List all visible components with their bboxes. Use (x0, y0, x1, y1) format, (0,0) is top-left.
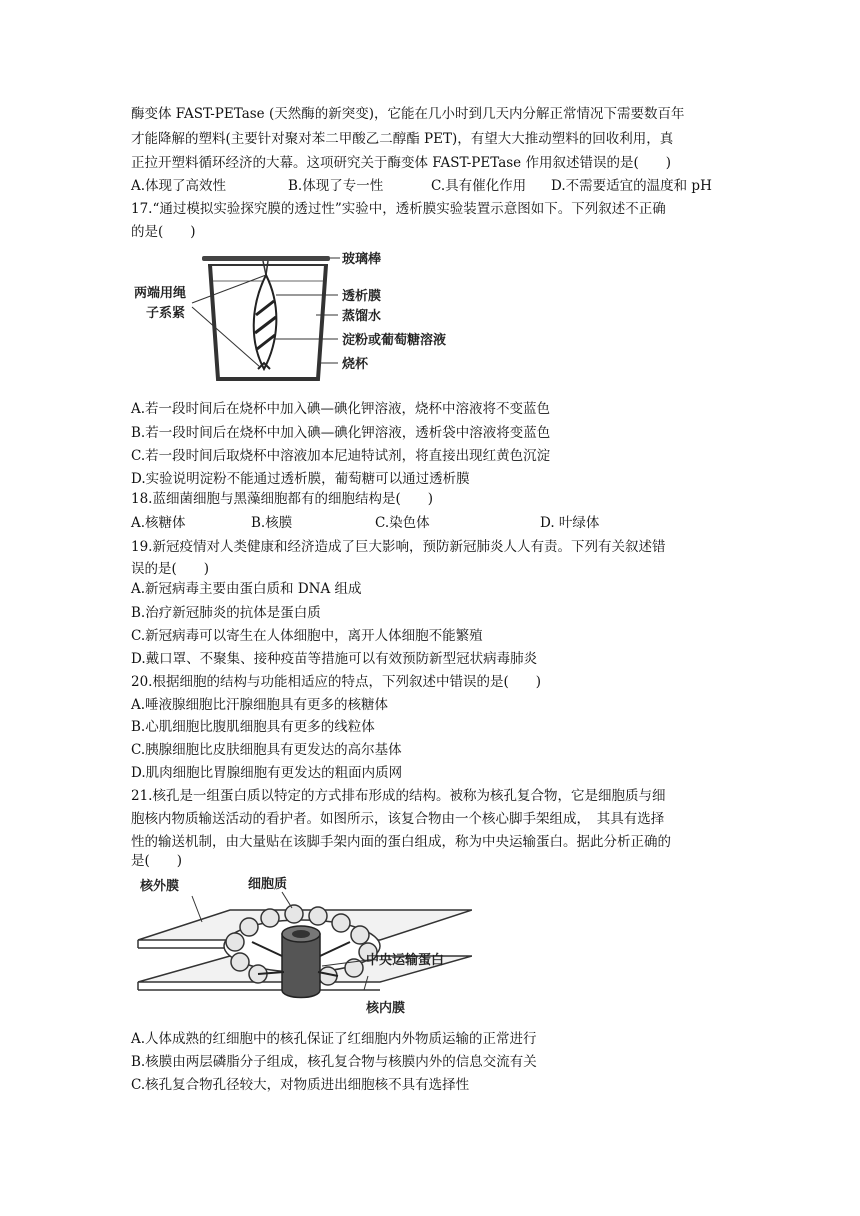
q21-stem-line-2: 胞核内物质输送活动的看护者。如图所示，该复合物由一个核心脚手架组成， 其具有选择 (131, 811, 665, 827)
q16-option-c: C.具有催化作用 (431, 178, 527, 194)
q21-option-b: B.核膜由两层磷脂分子组成，核孔复合物与核膜内外的信息交流有关 (131, 1054, 537, 1070)
q19-stem-line-2: 误的是( ) (131, 561, 210, 577)
label-beaker: 烧杯 (342, 357, 369, 372)
q17-option-d: D.实验说明淀粉不能通过透析膜，葡萄糖可以通过透析膜 (131, 471, 470, 487)
nuclear-pore-figure (132, 872, 472, 1022)
q19-option-c: C.新冠病毒可以寄生在人体细胞中，离开人体细胞不能繁殖 (131, 628, 483, 644)
q21-stem-line-3: 性的输送机制，由大量贴在该脚手架内面的蛋白组成，称为中央运输蛋白。据此分析正确的 (131, 834, 671, 850)
q18-option-b: B.核膜 (251, 515, 293, 531)
q20-option-a: A.唾液腺细胞比汗腺细胞具有更多的核糖体 (131, 697, 389, 713)
q18-option-d: D. 叶绿体 (540, 515, 600, 531)
q21-stem-line-4: 是( ) (131, 853, 183, 869)
q18-options (131, 513, 599, 533)
q19-option-d: D.戴口罩、不聚集、接种疫苗等措施可以有效预防新型冠状病毒肺炎 (131, 651, 538, 667)
q16-options (131, 176, 712, 196)
glass-rod (202, 256, 330, 261)
label-membrane: 透析膜 (342, 289, 382, 304)
q16-stem-line-2: 才能降解的塑料(主要针对聚对苯二甲酸乙二醇酯 PET)，有望大大推动塑料的回收利用，真 (131, 131, 674, 147)
label-cytoplasm: 细胞质 (248, 877, 288, 892)
label-central-protein: 中央运输蛋白 (366, 953, 445, 968)
q16-option-b: B.体现了专一性 (288, 178, 384, 194)
q20-stem: 20.根据细胞的结构与功能相适应的特点，下列叙述中错误的是( ) (131, 674, 542, 690)
q20-option-c: C.胰腺细胞比皮肤细胞具有更发达的高尔基体 (131, 742, 402, 758)
q17-option-a: A.若一段时间后在烧杯中加入碘—碘化钾溶液，烧杯中溶液将不变蓝色 (131, 401, 551, 417)
central-transport-protein (282, 934, 320, 998)
label-glass-rod: 玻璃棒 (342, 252, 382, 267)
q17-option-b: B.若一段时间后在烧杯中加入碘—碘化钾溶液，透析袋中溶液将变蓝色 (131, 425, 551, 441)
q19-stem-line-1: 19.新冠疫情对人类健康和经济造成了巨大影响，预防新冠肺炎人人有责。下列有关叙述错 (131, 539, 666, 555)
q17-stem-line-1: 17.“通过模拟实验探究膜的透过性”实验中，透析膜实验装置示意图如下。下列叙述不正确 (131, 201, 666, 217)
label-rope-1: 两端用绳 (134, 286, 187, 301)
q18-option-c: C.染色体 (375, 515, 430, 531)
label-inner-membrane: 核内膜 (366, 1001, 406, 1016)
label-rope-2: 子系紧 (146, 306, 186, 321)
q16-stem-line-3: 正拉开塑料循环经济的大幕。这项研究关于酶变体 FAST-PETase 作用叙述错误的是( ) (131, 155, 671, 171)
q18-option-a: A.核糖体 (131, 515, 186, 531)
q16-option-a: A.体现了高效性 (131, 178, 227, 194)
dialysis-apparatus-figure (130, 245, 470, 390)
q17-stem-line-2: 的是( ) (131, 224, 196, 240)
q16-stem-line-1: 酶变体 FAST-PETase (天然酶的新突变)，它能在几小时到几天内分解正常情况下需要数百年 (131, 106, 685, 122)
q19-option-b: B.治疗新冠肺炎的抗体是蛋白质 (131, 605, 321, 621)
dialysis-bag (254, 275, 277, 369)
q20-option-b: B.心肌细胞比腹肌细胞具有更多的线粒体 (131, 719, 375, 735)
q19-option-a: A.新冠病毒主要由蛋白质和 DNA 组成 (131, 581, 362, 597)
q17-option-c: C.若一段时间后取烧杯中溶液加本尼迪特试剂，将直接出现红黄色沉淀 (131, 448, 551, 464)
label-outer-membrane: 核外膜 (140, 879, 180, 894)
label-water: 蒸馏水 (342, 309, 382, 324)
q20-option-d: D.肌肉细胞比胃腺细胞有更发达的粗面内质网 (131, 765, 403, 781)
q21-stem-line-1: 21.核孔是一组蛋白质以特定的方式排布形成的结构。被称为核孔复合物，它是细胞质与细 (131, 788, 666, 804)
q16-option-d: D.不需要适宜的温度和 pH (551, 178, 712, 194)
q21-option-a: A.人体成熟的红细胞中的核孔保证了红细胞内外物质运输的正常进行 (131, 1031, 537, 1047)
q18-stem: 18.蓝细菌细胞与黑藻细胞都有的细胞结构是( ) (131, 491, 434, 507)
q21-option-c: C.核孔复合物孔径较大，对物质进出细胞核不具有选择性 (131, 1077, 470, 1093)
label-solution: 淀粉或葡萄糖溶液 (342, 333, 447, 348)
